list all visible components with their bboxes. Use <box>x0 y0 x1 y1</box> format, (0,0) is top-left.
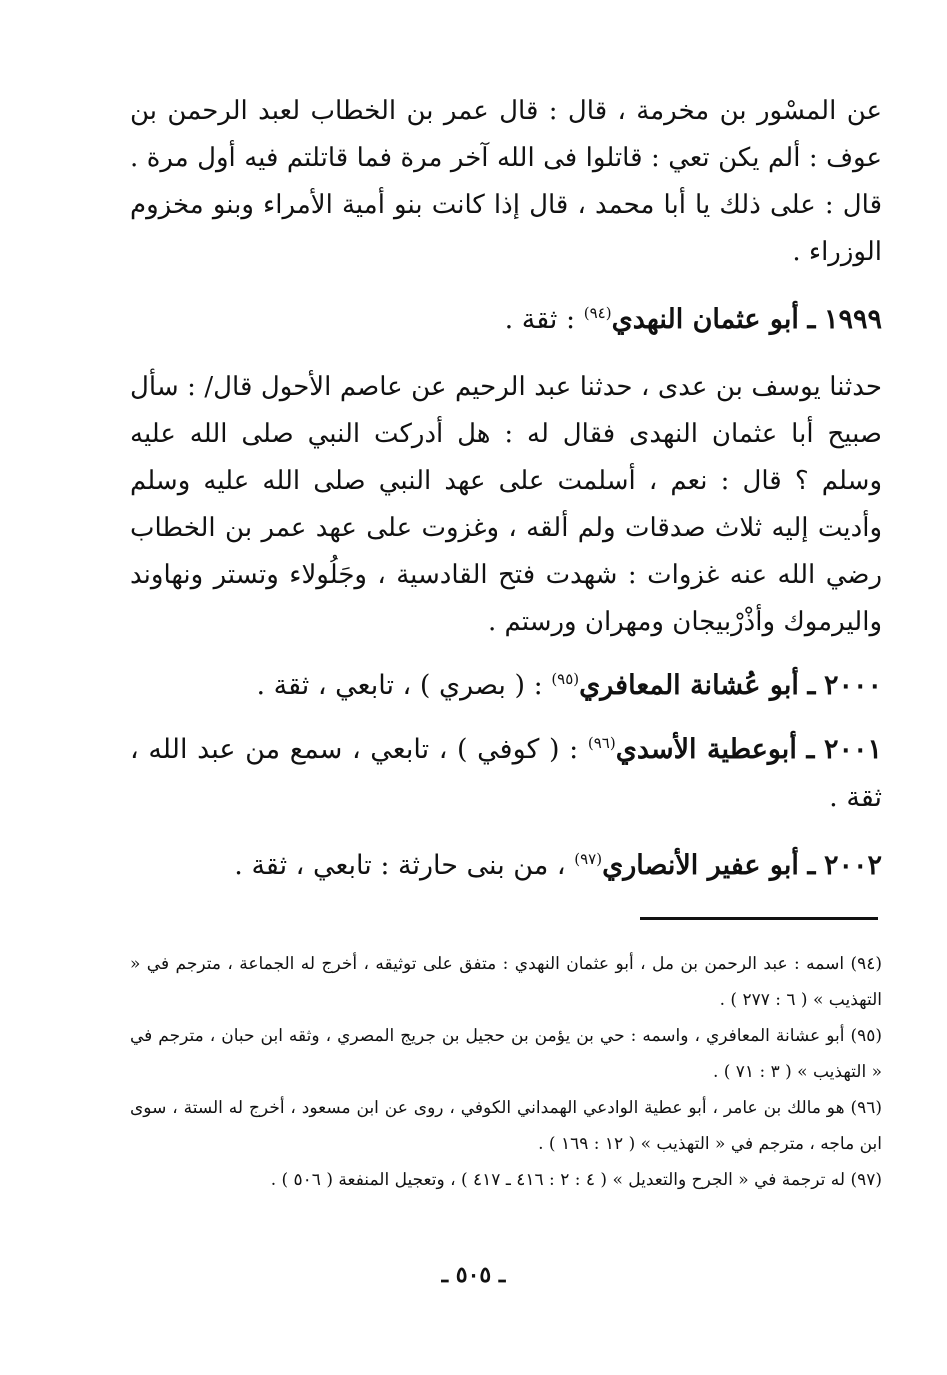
entry-dash: ـ <box>807 850 816 881</box>
footnote-97 <box>130 1162 882 1198</box>
footnote-ref-number: ٩٧ <box>580 850 597 868</box>
entry-2002 <box>130 842 882 890</box>
entry-number: ٢٠٠٢ <box>823 850 882 881</box>
entry-description: : ثقة . <box>504 304 576 335</box>
entry-2001 <box>130 726 882 822</box>
entry-number: ٢٠٠١ <box>824 734 883 765</box>
footnote-text: هو مالك بن عامر ، أبو عطية الوادعي الهمداني الكوفي ، روى عن ابن مسعود ، أخرج له الستة ، سوى ابن ماجه ، مترجم في « التهذيب » ( ١٢ : ١٦٩ ) . <box>130 1098 882 1154</box>
entry-description: : ( كوفي ) ، تابعي ، سمع من عبد الله ، ثقة . <box>130 734 882 813</box>
footnote-number: (٩٦) <box>850 1098 882 1118</box>
entry-name: أبوعطية الأسدي <box>615 734 797 765</box>
paragraph-line: سأل صبيح أبا عثمان النهدى فقال له : هل أدركت النبي صلى الله عليه <box>130 372 882 449</box>
footnote-text: له ترجمة في « الجرح والتعديل » ( ٤ : ٢ : ٤١٦ ـ ٤١٧ ) ، وتعجيل المنفعة ( ٥٠٦ ) . <box>270 1170 846 1190</box>
intro-line: عن المسْور بن مخرمة ، قال : قال عمر بن الخطاب لعبد الرحمن بن عوف : <box>130 96 883 173</box>
entry-dash: ـ <box>807 304 816 335</box>
footnote-96 <box>130 1090 882 1162</box>
footnotes <box>130 946 882 1198</box>
footnote-number: (٩٧) <box>850 1170 882 1190</box>
entry-number: ٢٠٠٠ <box>823 670 882 701</box>
intro-line: ذلك يا أبا محمد ، قال إذا كانت بنو أمية الأمراء وبنو مخزوم الوزراء . <box>130 190 882 267</box>
footnote-ref-number: ٩٥ <box>557 670 574 688</box>
paragraph-line: الله عنه غزوات : شهدت فتح القادسية ، وجَلُولاء وتستر ونهاوند واليرموك <box>130 560 882 637</box>
footnote-ref: (٩٦) <box>587 734 616 752</box>
page-number: ـ ٥٠٥ ـ <box>441 1262 506 1288</box>
footnote-94 <box>130 946 882 1018</box>
main-text <box>130 88 882 890</box>
paragraph-1999 <box>130 364 882 646</box>
entry-dash: ـ <box>806 734 815 765</box>
paragraph-line: حدثنا يوسف بن عدى ، حدثنا عبد الرحيم عن عاصم الأحول قال/ : <box>187 372 882 402</box>
footnote-ref: (٩٧) <box>574 850 603 868</box>
paragraph-line: إليه ثلاث صدقات ولم ألقه ، وغزوت على عهد عمر بن الخطاب رضي <box>130 513 883 590</box>
entry-number: ١٩٩٩ <box>823 304 882 335</box>
footnote-number: (٩٤) <box>850 954 882 974</box>
footnote-ref: (٩٥) <box>551 670 580 688</box>
footnote-text: اسمه : عبد الرحمن بن مل ، أبو عثمان النهدي : متفق على توثيقه ، أخرج له الجماعة ، مترجم في « التهذيب » ( ٦ : ٢٧٧ ) . <box>130 954 882 1010</box>
footnote-ref-number: ٩٤ <box>589 304 606 322</box>
footnote-separator <box>640 917 878 920</box>
footnote-ref-number: ٩٦ <box>593 734 610 752</box>
entry-1999 <box>130 296 882 344</box>
footnote-95 <box>130 1018 882 1090</box>
intro-line: ألم يكن تعي : قاتلوا فى الله آخر مرة فما قاتلتم فيه أول مرة . قال : على <box>130 143 883 220</box>
entry-name: أبو عثمان النهدي <box>611 304 799 335</box>
entry-name: أبو عُشانة المعافري <box>579 670 799 701</box>
entry-2000 <box>130 662 882 710</box>
footnote-ref: (٩٤) <box>583 304 612 322</box>
entry-description: : ( بصري ) ، تابعي ، ثقة . <box>256 670 543 701</box>
entry-name: أبو عفير الأنصاري <box>602 850 799 881</box>
paragraph-line: وأذْرْبيجان ومهران ورستم . <box>488 607 776 637</box>
intro-paragraph <box>130 88 882 276</box>
footnote-number: (٩٥) <box>850 1026 883 1046</box>
entry-dash: ـ <box>807 670 816 701</box>
entry-description: ، من بنى حارثة : تابعي ، ثقة . <box>234 850 566 881</box>
footnote-text: أبو عشانة المعافري ، واسمه : حي بن يؤمن بن حجيل بن جريج المصري ، وثقه ابن حبان ، مترجم في « التهذيب » ( ٣ : ٧١ ) . <box>130 1026 882 1082</box>
paragraph-line: وسلم ؟ قال : نعم ، أسلمت على عهد النبي صلى الله عليه وسلم وأديت <box>130 466 883 543</box>
